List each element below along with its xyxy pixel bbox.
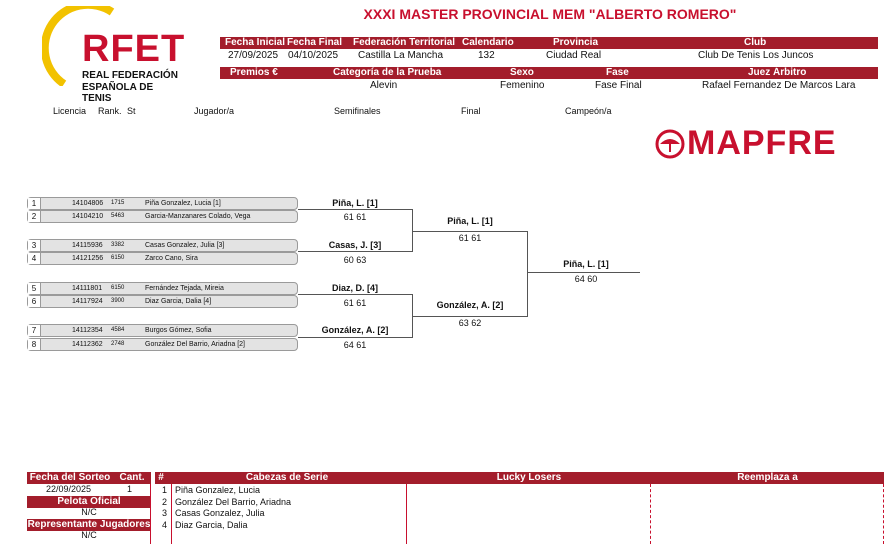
val-sexo: Femenino <box>500 80 545 91</box>
col-licencia: Licencia <box>53 106 87 116</box>
mapfre-text: MAPFRE <box>687 124 837 162</box>
col-campeon: Campeón/a <box>565 106 612 116</box>
bot-cant: 1 <box>127 484 133 494</box>
bot-hash-label: # <box>155 472 167 484</box>
bot-dash-divider <box>650 484 651 544</box>
draw-seed: 1 <box>28 198 41 209</box>
draw-rank: 6150 <box>111 255 125 261</box>
draw-entry-5 <box>27 282 298 295</box>
draw-licencia: 14112362 <box>72 341 103 348</box>
draw-rank: 1715 <box>111 200 125 206</box>
seed-name-3: Casas Gonzalez, Julia <box>175 508 265 518</box>
hdr-calendario: Calendario <box>462 37 514 48</box>
bot-reemplaza-label: Reemplaza a <box>651 472 884 484</box>
draw-player: Fernández Tejada, Mireia <box>145 285 224 292</box>
rfet-logo <box>42 6 186 104</box>
draw-entry-3 <box>27 239 298 252</box>
bot-fecha-sorteo-label: Fecha del Sorteo <box>27 472 113 484</box>
val-fase: Fase Final <box>595 80 642 91</box>
hdr-federacion: Federación Territorial <box>353 37 456 48</box>
bot-representante-label: Representante Jugadores <box>27 519 151 530</box>
draw-rank: 5463 <box>111 213 125 219</box>
bracket-line <box>298 337 412 338</box>
draw-rank: 6150 <box>111 285 125 291</box>
mapfre-logo <box>655 126 875 162</box>
logo-main: RFET <box>82 28 186 70</box>
bot-divider <box>150 484 151 544</box>
draw-player: Burgos Gómez, Sofia <box>145 327 212 334</box>
bracket-line <box>412 316 527 317</box>
final-winner-1: Piña, L. [1] <box>447 216 493 226</box>
logo-line2: ESPAÑOLA DE TENIS <box>82 82 154 104</box>
final-score-1: 61 61 <box>458 233 482 243</box>
draw-licencia: 14112354 <box>72 327 103 334</box>
semi-winner-3: Diaz, D. [4] <box>331 283 378 293</box>
draw-rank: 3382 <box>111 242 125 248</box>
draw-player: Garcia-Manzanares Colado, Vega <box>145 213 251 220</box>
bracket-line <box>527 272 640 273</box>
hdr-sexo: Sexo <box>510 67 534 78</box>
draw-rank: 3900 <box>111 298 125 304</box>
draw-licencia: 14121256 <box>72 255 104 262</box>
seed-num-4: 4 <box>162 520 168 530</box>
info-values-2 <box>220 80 878 92</box>
draw-entry-4 <box>27 252 298 265</box>
val-club: Club De Tenis Los Juncos <box>698 50 814 61</box>
info-header-2 <box>220 67 878 79</box>
draw-licencia: 14111801 <box>72 285 103 292</box>
bot-cabezas-label: Cabezas de Serie <box>167 472 407 484</box>
bot-seed-divider <box>406 484 407 544</box>
draw-seed: 3 <box>28 240 41 251</box>
draw-player: Casas Gonzalez, Julia [3] <box>145 242 225 249</box>
draw-rank: 4584 <box>111 327 125 333</box>
seed-name-2: González Del Barrio, Ariadna <box>175 497 292 507</box>
hdr-fecha-final: Fecha Final <box>287 37 343 48</box>
semi-score-4: 64 61 <box>343 340 367 350</box>
bot-seed-divider <box>171 484 172 544</box>
val-fecha-inicial: 27/09/2025 <box>228 50 279 61</box>
seed-num-2: 2 <box>162 497 168 507</box>
hdr-club: Club <box>744 37 767 48</box>
draw-entry-2 <box>27 210 298 223</box>
final-score-2: 63 62 <box>458 318 482 328</box>
seed-name-4: Diaz Garcia, Dalia <box>175 520 248 530</box>
draw-entry-1 <box>27 197 298 210</box>
hdr-categoria: Categoría de la Prueba <box>333 67 442 78</box>
logo-line1: REAL FEDERACIÓN <box>82 70 178 81</box>
val-juez: Rafael Fernandez De Marcos Lara <box>702 80 856 91</box>
hdr-provincia: Provincia <box>553 37 599 48</box>
col-st: St <box>127 106 136 116</box>
bracket-line <box>527 231 528 317</box>
val-calendario: 132 <box>478 50 495 61</box>
bot-representante: N/C <box>81 530 97 540</box>
seed-num-3: 3 <box>162 508 168 518</box>
draw-licencia: 14104806 <box>72 200 104 207</box>
bot-fecha-sorteo: 22/09/2025 <box>46 484 92 494</box>
draw-entry-7 <box>27 324 298 337</box>
hdr-juez: Juez Árbitro <box>748 67 807 78</box>
col-final: Final <box>461 106 481 116</box>
bracket-line <box>298 251 412 252</box>
col-jugador: Jugador/a <box>194 106 235 116</box>
semi-winner-1: Piña, L. [1] <box>332 198 378 208</box>
draw-seed: 2 <box>28 211 41 222</box>
seed-num-1: 1 <box>162 485 168 495</box>
val-federacion: Castilla La Mancha <box>358 50 444 61</box>
bracket-line <box>412 231 527 232</box>
draw-seed: 7 <box>28 325 41 336</box>
draw-licencia: 14104210 <box>72 213 104 220</box>
final-winner-2: González, A. [2] <box>436 300 504 310</box>
val-fecha-final: 04/10/2025 <box>288 50 339 61</box>
bracket-line <box>298 294 412 295</box>
val-provincia: Ciudad Real <box>546 50 602 61</box>
draw-seed: 6 <box>28 296 41 307</box>
mapfre-emblem-icon <box>655 129 685 159</box>
draw-entry-6 <box>27 295 298 308</box>
semi-score-3: 61 61 <box>343 298 367 308</box>
bracket-line <box>298 209 412 210</box>
draw-entry-8 <box>27 338 298 351</box>
draw-seed: 5 <box>28 283 41 294</box>
draw-seed: 4 <box>28 253 41 264</box>
info-values-1 <box>220 50 878 62</box>
hdr-premios: Premios € <box>230 67 278 78</box>
semi-score-2: 60 63 <box>343 255 367 265</box>
semi-winner-2: Casas, J. [3] <box>328 240 382 250</box>
bot-pelota: N/C <box>81 507 97 517</box>
semi-score-1: 61 61 <box>343 212 367 222</box>
draw-player: Diaz Garcia, Dalia [4] <box>145 298 212 305</box>
draw-seed: 8 <box>28 339 41 350</box>
draw-licencia: 14117924 <box>72 298 103 305</box>
semi-winner-4: González, A. [2] <box>321 325 389 335</box>
seed-name-1: Piña Gonzalez, Lucia <box>175 485 261 495</box>
info-header-1 <box>220 37 878 49</box>
draw-rank: 2748 <box>111 341 125 347</box>
col-rank: Rank. <box>98 106 122 116</box>
champion-name: Piña, L. [1] <box>563 259 609 269</box>
bot-lucky-label: Lucky Losers <box>407 472 651 484</box>
draw-player: Piña Gonzalez, Lucia [1] <box>145 200 221 207</box>
col-semifinales: Semifinales <box>334 106 381 116</box>
val-categoria: Alevin <box>370 80 398 91</box>
bot-pelota-label: Pelota Oficial <box>27 496 151 508</box>
tournament-title: XXXI MASTER PROVINCIAL MEM "ALBERTO ROMERO" <box>363 6 737 22</box>
draw-licencia: 14115936 <box>72 242 103 249</box>
draw-player: Zarco Cano, Sira <box>145 255 198 262</box>
hdr-fecha-inicial: Fecha Inicial <box>225 37 286 48</box>
hdr-fase: Fase <box>606 67 629 78</box>
bot-cant-label: Cant. <box>113 472 151 484</box>
draw-player: González Del Barrio, Ariadna [2] <box>145 341 245 348</box>
champion-score: 64 60 <box>574 274 598 284</box>
